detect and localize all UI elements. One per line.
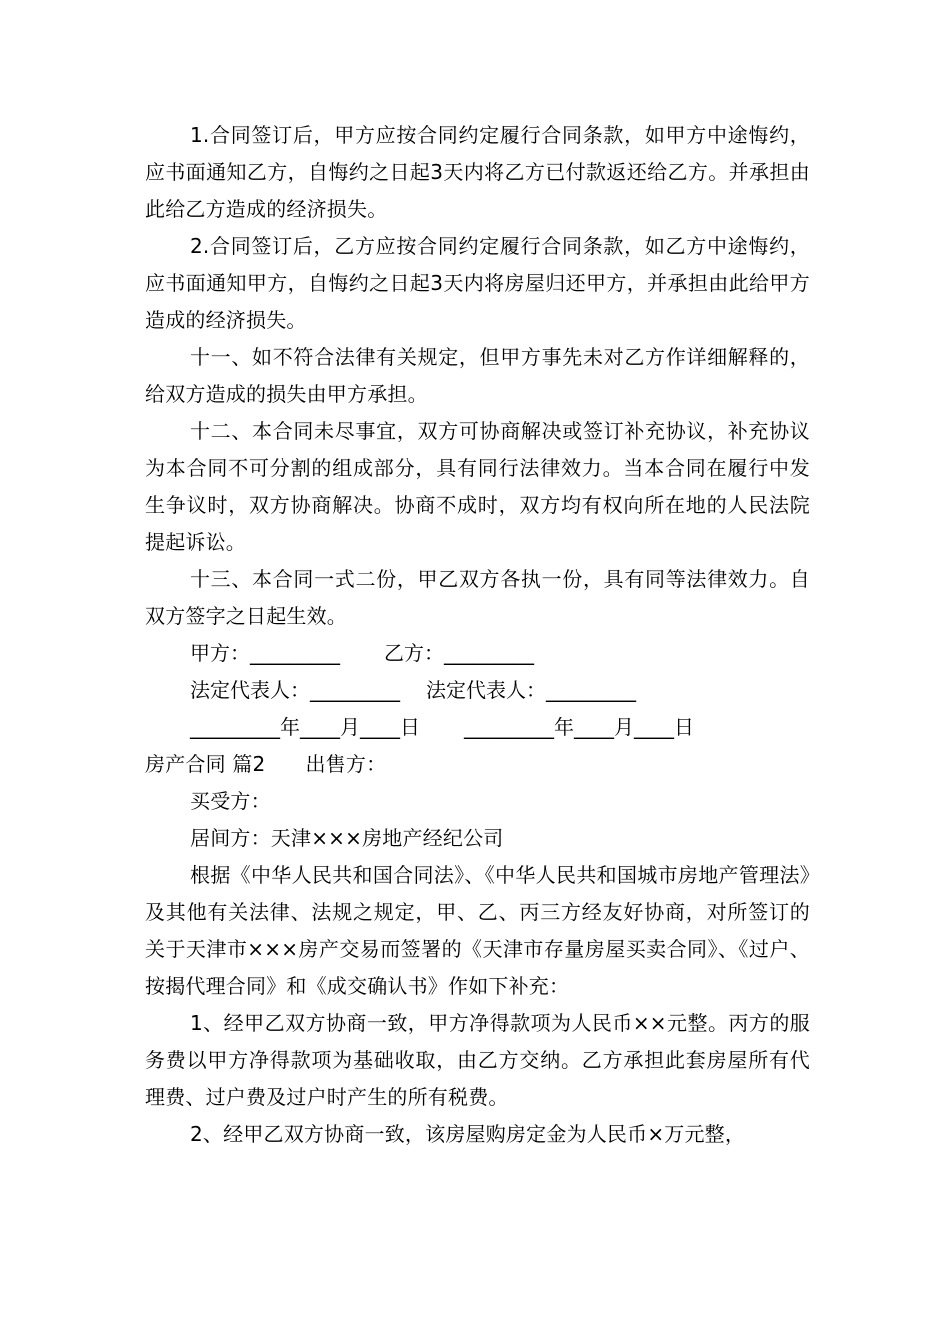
supplement-intro-paragraph: 根据《中华人民共和国合同法》、《中华人民共和国城市房地产管理法》及其他有关法律、法规之规定，甲、乙、丙三方经友好协商，对所签订的关于天津市×××房产交易而签署的《天津市存量房屋买卖合同》、《过户、按揭代理合同》和《成交确认书》作如下补充： xyxy=(145,863,810,998)
party-a-signature: 甲方：_________ xyxy=(190,641,340,665)
clause-paragraph-2: 2.合同签订后，乙方应按合同约定履行合同条款，如乙方中途悔约，应书面通知甲方，自悔约之日起3天内将房屋归还甲方，并承担由此给甲方造成的经济损失。 xyxy=(145,234,810,332)
clause-paragraph-13: 十三、本合同一式二份，甲乙双方各执一份，具有同等法律效力。自双方签字之日起生效。 xyxy=(145,567,810,628)
supplement-item-2: 2、经甲乙双方协商一致，该房屋购房定金为人民币×万元整， xyxy=(190,1122,746,1146)
date-b-signature: _________年____月____日 xyxy=(464,715,694,739)
representative-b-signature: 法定代表人：_________ xyxy=(426,678,636,702)
clause-paragraph-12: 十二、本合同未尽事宜，双方可协商解决或签订补充协议，补充协议为本合同不可分割的组成部分，具有同行法律效力。当本合同在履行中发生争议时，双方协商解决。协商不成时，双方均有权向所在地的人民法院提起诉讼。 xyxy=(145,419,810,554)
broker-label: 居间方：天津×××房地产经纪公司 xyxy=(190,826,504,850)
document-body xyxy=(145,117,810,1153)
supplement-item-1: 1、经甲乙双方协商一致，甲方净得款项为人民币××元整。丙方的服务费以甲方净得款项为基础收取，由乙方交纳。乙方承担此套房屋所有代理费、过户费及过户时产生的所有税费。 xyxy=(145,1011,810,1109)
date-a-signature: _________年____月____日 xyxy=(190,715,420,739)
signature-parties-row xyxy=(145,635,810,672)
section2-heading: 房产合同 篇2 xyxy=(145,752,266,776)
section2-heading-row xyxy=(145,746,810,783)
clause-paragraph-11: 十一、如不符合法律有关规定，但甲方事先未对乙方作详细解释的，给双方造成的损失由甲方承担。 xyxy=(145,345,810,406)
representative-a-signature: 法定代表人：_________ xyxy=(190,678,400,702)
buyer-label: 买受方： xyxy=(190,789,271,813)
seller-label: 出售方： xyxy=(305,752,387,776)
signature-representatives-row xyxy=(145,672,810,709)
clause-paragraph-1: 1.合同签订后，甲方应按合同约定履行合同条款，如甲方中途悔约，应书面通知乙方，自悔约之日起3天内将乙方已付款返还给乙方。并承担由此给乙方造成的经济损失。 xyxy=(145,123,810,221)
signature-dates-row xyxy=(145,709,810,746)
party-b-signature: 乙方：_________ xyxy=(384,641,534,665)
